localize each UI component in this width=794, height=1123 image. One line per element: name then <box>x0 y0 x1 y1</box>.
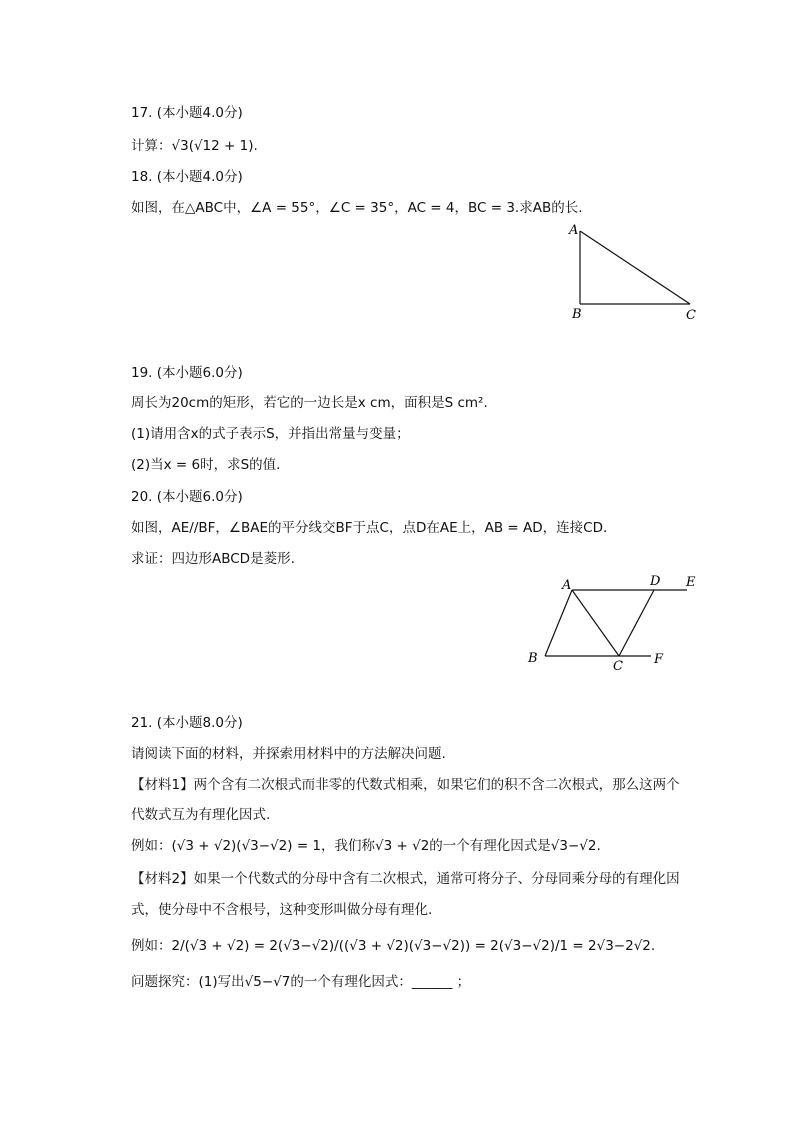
q19-part2: (2)当x = 6时，求S的值. <box>131 457 281 473</box>
q20-rhombus-figure <box>520 570 710 680</box>
q18-text: 如图，在△ABC中，∠A = 55°，∠C = 35°，AC = 4，BC = 3.求AB的长. <box>131 200 583 216</box>
q21-material2-line2: 式，使分母中不含根号，这种变形叫做分母有理化. <box>131 902 433 918</box>
q18-label-c: C <box>686 308 696 323</box>
q17-header: 17. (本小题4.0分) <box>131 105 243 121</box>
q18-triangle-figure <box>560 218 710 328</box>
q21-intro: 请阅读下面的材料，并探索用材料中的方法解决问题. <box>131 746 446 762</box>
q21-material1-line2: 代数式互为有理化因式. <box>131 807 271 823</box>
q20-label-b: B <box>528 651 538 666</box>
q20-text: 如图，AE//BF，∠BAE的平分线交BF于点C，点D在AE上，AB = AD，连接CD. <box>131 520 608 536</box>
q20-label-f: F <box>654 652 664 667</box>
q20-header: 20. (本小题6.0分) <box>131 489 243 505</box>
q21-header: 21. (本小题8.0分) <box>131 715 243 731</box>
q21-question1: 问题探究：(1)写出√5−√7的一个有理化因式：______ ； <box>131 974 471 990</box>
q19-part1: (1)请用含x的式子表示S，并指出常量与变量； <box>131 426 410 442</box>
q21-example2: 例如：2/(√3 + √2) = 2(√3−√2)/((√3 + √2)(√3−√2)) = 2(√3−√2)/1 = 2√3−2√2. <box>131 938 656 954</box>
q20-label-e: E <box>686 575 696 590</box>
q18-header: 18. (本小题4.0分) <box>131 169 243 185</box>
q20-prove: 求证：四边形ABCD是菱形. <box>131 551 295 567</box>
q18-label-a: A <box>569 223 579 238</box>
q19-header: 19. (本小题6.0分) <box>131 365 243 381</box>
q20-label-d: D <box>650 574 661 589</box>
q21-material1-line1: 【材料1】两个含有二次根式而非零的代数式相乘，如果它们的积不含二次根式，那么这两个 <box>131 777 680 793</box>
q21-example1: 例如：(√3 + √2)(√3−√2) = 1，我们称√3 + √2的一个有理化因式是√3−√2. <box>131 838 601 854</box>
q19-text: 周长为20cm的矩形，若它的一边长是x cm，面积是S cm². <box>131 395 488 411</box>
q21-material2-line1: 【材料2】如果一个代数式的分母中含有二次根式，通常可将分子、分母同乘分母的有理化因 <box>131 871 680 887</box>
q17-text: 计算：√3(√12 + 1). <box>131 138 258 154</box>
q18-label-b: B <box>572 307 582 322</box>
q20-label-a: A <box>562 578 572 593</box>
q20-label-c: C <box>613 659 623 674</box>
